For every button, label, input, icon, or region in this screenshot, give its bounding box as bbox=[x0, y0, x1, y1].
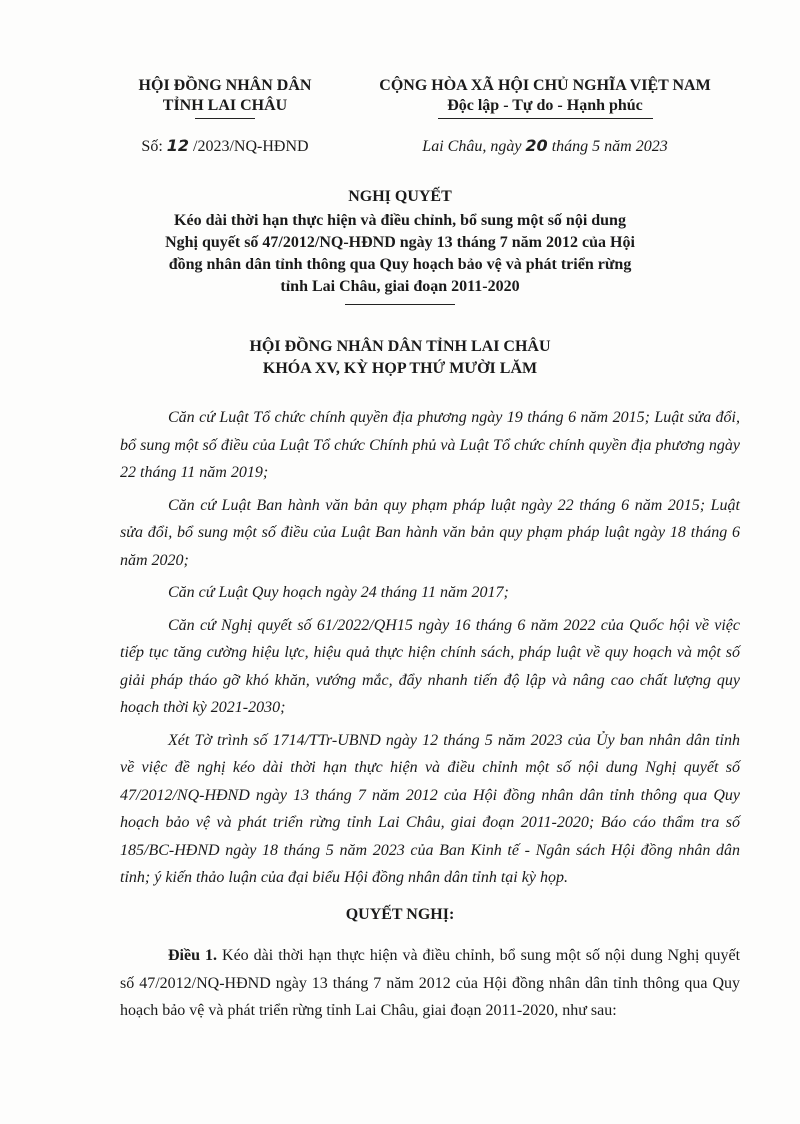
country-name: CỘNG HÒA XÃ HỘI CHỦ NGHĨA VIỆT NAM bbox=[379, 77, 711, 94]
date-prefix: Lai Châu, ngày bbox=[422, 138, 526, 155]
document-header bbox=[120, 76, 740, 119]
date-day-handwritten: 20 bbox=[525, 136, 548, 155]
preamble-paragraph: Căn cứ Nghị quyết số 61/2022/QH15 ngày 16 tháng 6 năm 2022 của Quốc hội về việc tiếp tục tăng cường hiệu lực, hiệu quả thực hiện chính sách, pháp luật về quy hoạch và một số giải pháp tháo gỡ khó khăn, vướng mắc, đẩy nhanh tiến độ lập và nâng cao chất lượng quy hoạch thời kỳ 2021-2030; bbox=[120, 616, 740, 716]
resolution-title bbox=[100, 186, 700, 305]
title-subtitle-1: Kéo dài thời hạn thực hiện và điều chỉnh, bổ sung một số nội dung bbox=[174, 212, 626, 229]
article-1-text: Kéo dài thời hạn thực hiện và điều chỉnh, bổ sung một số nội dung Nghị quyết số 47/2012/NQ-HĐND ngày 13 tháng 7 năm 2012 của Hội đồng nhân dân tỉnh thông qua Quy hoạch bảo vệ và phát triển rừng tỉnh Lai Châu, giai đoạn 2011-2020, như sau: bbox=[120, 947, 741, 1019]
decides-heading: QUYẾT NGHỊ: bbox=[345, 906, 455, 923]
number-handwritten: 12 bbox=[166, 136, 190, 155]
council-line-2: KHÓA XV, KỲ HỌP THỨ MƯỜI LĂM bbox=[262, 360, 538, 377]
preamble-paragraph: Căn cứ Luật Ban hành văn bản quy phạm pháp luật ngày 22 tháng 6 năm 2015; Luật sửa đổi, bổ sung một số điều của Luật Ban hành văn bản quy phạm pháp luật ngày 18 tháng 6 năm 2020; bbox=[120, 496, 740, 569]
council-line-1: HỘI ĐỒNG NHÂN DÂN TỈNH LAI CHÂU bbox=[249, 338, 551, 355]
title-subtitle-2: Nghị quyết số 47/2012/NQ-HĐND ngày 13 tháng 7 năm 2012 của Hội bbox=[165, 234, 635, 251]
title-subtitle-4: tỉnh Lai Châu, giai đoạn 2011-2020 bbox=[280, 278, 520, 295]
authority-line-1: HỘI ĐỒNG NHÂN DÂN bbox=[138, 77, 312, 94]
title-heading: NGHỊ QUYẾT bbox=[348, 188, 452, 205]
document-date bbox=[350, 136, 740, 156]
date-suffix: tháng 5 năm 2023 bbox=[547, 138, 668, 155]
title-separator bbox=[345, 304, 455, 305]
motto-underline bbox=[438, 118, 653, 119]
number-date-row bbox=[120, 136, 740, 156]
number-suffix: /2023/NQ-HĐND bbox=[189, 138, 309, 155]
title-subtitle-3: đồng nhân dân tỉnh thông qua Quy hoạch bảo vệ và phát triển rừng bbox=[168, 256, 632, 273]
preamble-paragraph: Xét Tờ trình số 1714/TTr-UBND ngày 12 tháng 5 năm 2023 của Ủy ban nhân dân tỉnh về việc đề nghị kéo dài thời hạn thực hiện và điều chỉnh một số nội dung Nghị quyết số 47/2012/NQ-HĐND ngày 13 tháng 7 năm 2012 của Hội đồng nhân dân tỉnh thông qua Quy hoạch bảo vệ và phát triển rừng tỉnh Lai Châu, giai đoạn 2011-2020; Báo cáo thẩm tra số 185/BC-HĐND ngày 18 tháng 5 năm 2023 của Ban Kinh tế - Ngân sách Hội đồng nhân dân tỉnh; ý kiến thảo luận của đại biểu Hội đồng nhân dân tỉnh tại kỳ họp. bbox=[120, 731, 740, 886]
motto-line: Độc lập - Tự do - Hạnh phúc bbox=[447, 97, 643, 114]
article-1-label: Điều 1. bbox=[168, 947, 218, 964]
number-prefix: Số: bbox=[141, 138, 167, 155]
preamble-paragraph: Căn cứ Luật Tổ chức chính quyền địa phương ngày 19 tháng 6 năm 2015; Luật sửa đổi, bổ sung một số điều của Luật Tổ chức Chính phủ và Luật Tổ chức chính quyền địa phương ngày 22 tháng 11 năm 2019; bbox=[120, 409, 740, 481]
authority-line-2: TỈNH LAI CHÂU bbox=[162, 97, 288, 114]
issuing-authority bbox=[120, 76, 330, 119]
preamble-paragraph: Căn cứ Luật Quy hoạch ngày 24 tháng 11 năm 2017; bbox=[168, 584, 509, 601]
authority-underline bbox=[195, 118, 255, 119]
preamble bbox=[120, 404, 740, 897]
council-heading bbox=[100, 336, 700, 380]
national-motto bbox=[350, 76, 740, 119]
article-1-paragraph bbox=[120, 942, 740, 1025]
article-1 bbox=[120, 942, 740, 1025]
document-number bbox=[120, 136, 330, 156]
